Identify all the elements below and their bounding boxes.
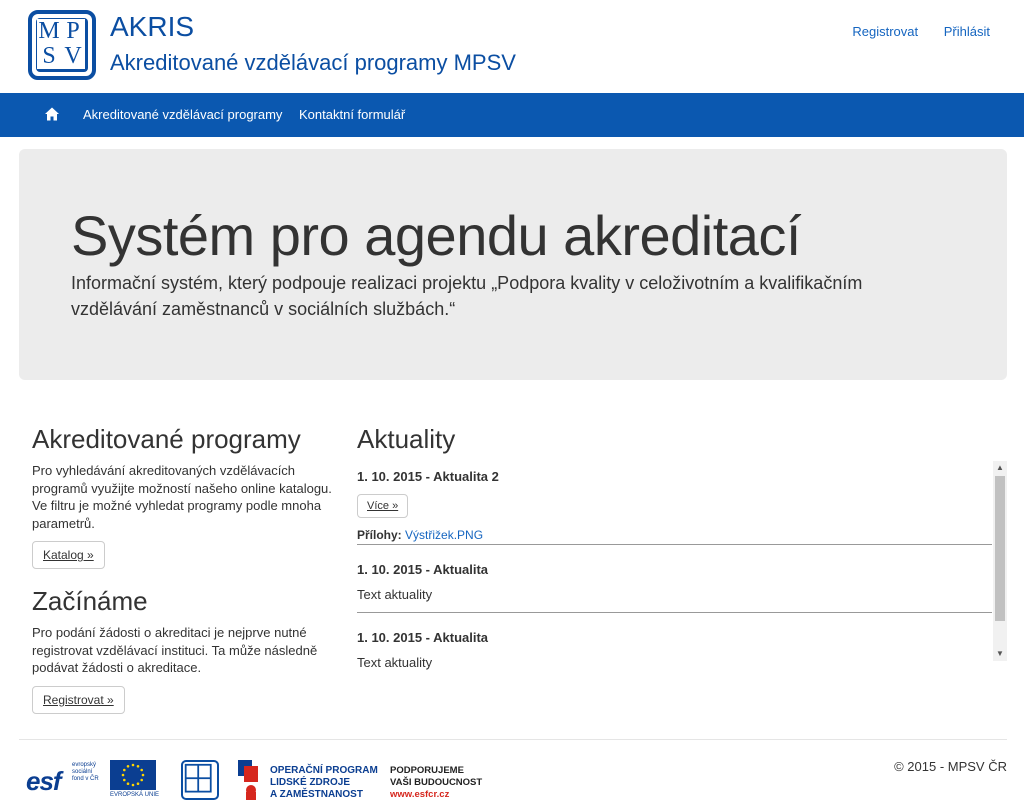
logo-letter-v: V (61, 44, 85, 69)
mpsv-logo[interactable] (28, 10, 96, 80)
logo-letter-m: M (38, 18, 60, 44)
news-item-title: 1. 10. 2015 - Aktualita 2 (357, 469, 499, 484)
news-item (357, 613, 992, 670)
account-links (830, 24, 990, 39)
nav-item-programs[interactable]: Akreditované vzdělávací programy (83, 107, 283, 122)
op-lzz-text: OPERAČNÍ PROGRAM LIDSKÉ ZDROJE A ZAMĚSTNANOST (270, 765, 378, 800)
news-scroll-area[interactable] (357, 461, 1007, 670)
logo-letter-s: S (37, 44, 61, 69)
programs-text: Pro vyhledávání akreditovaných vzdělávacích programů využijte možností našeho online katalogu. Ve filtru je možné vyhledat programy podle mnoha parametrů. (32, 463, 332, 531)
news-scrollbar[interactable] (993, 461, 1007, 661)
brand-subtitle: Akreditované vzdělávací programy MPSV (110, 50, 516, 75)
scroll-thumb[interactable] (995, 476, 1005, 621)
news-item-title: 1. 10. 2015 - Aktualita (357, 630, 489, 645)
news-more-button[interactable]: Více » (357, 494, 408, 518)
support-text: PODPORUJEME VAŠI BUDOUCNOST www.esfcr.cz (390, 765, 483, 800)
news-item-text: Text aktuality (357, 655, 433, 670)
main-navbar (0, 93, 1024, 137)
register-button[interactable]: Registrovat » (32, 686, 125, 714)
page-title: Systém pro agendu akreditací (71, 204, 801, 267)
nav-item-contact[interactable]: Kontaktní formulář (299, 107, 406, 122)
brand-title[interactable]: AKRIS (110, 11, 195, 42)
scroll-down-arrow-icon[interactable]: ▼ (996, 649, 1004, 658)
news-item-text: Text aktuality (357, 587, 433, 602)
start-section (32, 586, 332, 714)
register-link[interactable]: Registrovat (852, 24, 919, 39)
attachments-label: Přílohy: (357, 528, 402, 542)
programs-heading: Akreditované programy (32, 424, 301, 454)
jumbotron-lead: Informační systém, který podpouje realizaci projektu „Podpora kvality v celoživotním a kvalifikačním vzdělávání zaměstnanců v sociálních službách.“ (71, 273, 863, 319)
attachment-link[interactable]: Výstřižek.PNG (405, 528, 484, 542)
news-item (357, 461, 992, 545)
logo-letter-p: P (61, 19, 85, 44)
programs-section (32, 424, 332, 569)
news-item (357, 545, 992, 613)
home-icon[interactable] (44, 106, 60, 122)
mpsv-footer-logo (181, 760, 219, 800)
scroll-up-arrow-icon[interactable]: ▲ (996, 463, 1004, 472)
jumbotron (19, 149, 1007, 380)
esf-logo: esf evropský sociální fond v ČR (26, 762, 99, 796)
eu-flag-icon (110, 760, 156, 790)
eu-label: EVROPSKÁ UNIE (110, 792, 160, 798)
catalog-button[interactable]: Katalog » (32, 541, 105, 569)
login-link[interactable]: Přihlásit (943, 24, 990, 39)
news-list (357, 461, 992, 670)
copyright: © 2015 - MPSV ČR (894, 759, 1007, 774)
news-item-title: 1. 10. 2015 - Aktualita (357, 562, 489, 577)
footer-divider (19, 739, 1007, 740)
news-heading: Aktuality (357, 424, 456, 454)
op-lzz-logo-icon (238, 760, 264, 800)
news-attachments (357, 528, 992, 542)
start-heading: Začínáme (32, 586, 148, 616)
start-text: Pro podání žádosti o akreditaci je nejprve nutné registrovat vzdělávací instituci. Ta může následně podávat žádosti o akreditace. (32, 625, 318, 675)
site-header (0, 0, 1024, 93)
